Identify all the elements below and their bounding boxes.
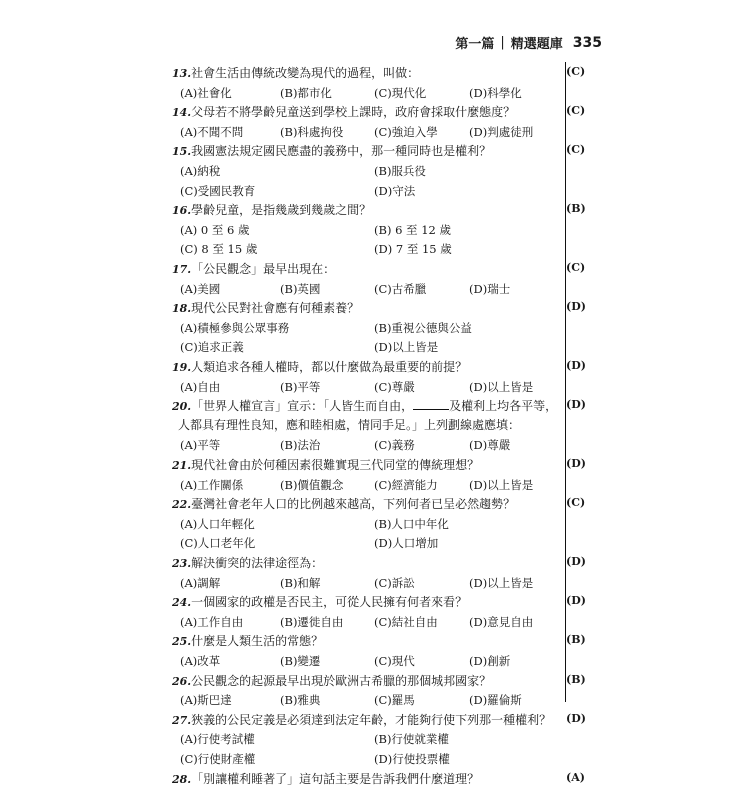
question-number: 22. <box>172 498 192 512</box>
answer-option: (A)改革 <box>180 654 221 668</box>
answer-option: (D)行使投票權 <box>374 752 450 766</box>
answer-option: (B)服兵役 <box>374 164 426 178</box>
answer-option: (D)科學化 <box>469 85 522 100</box>
question-stem: 什麼是人類生活的常態？ <box>191 634 324 649</box>
question-text <box>172 593 564 612</box>
answer-option: (A) 0 至 6 歲 <box>180 222 250 237</box>
answer-option: (B)平等 <box>280 379 321 394</box>
question-text <box>172 260 564 279</box>
question-stem: 現代社會由於何種因素很難實現三代同堂的傳統理想？ <box>191 458 480 472</box>
answer-option: (A)美國 <box>180 281 221 296</box>
answer-key: (C) <box>566 143 586 157</box>
question-number: 26. <box>172 674 192 688</box>
answer-option: (C)經濟能力 <box>374 477 438 492</box>
question-text <box>172 632 564 651</box>
answer-option: (A)工作自由 <box>180 614 244 629</box>
answer-option: (B)科處拘役 <box>280 124 344 139</box>
answer-option: (A)納稅 <box>180 164 221 178</box>
answer-option: (D)以上皆是 <box>374 340 439 355</box>
question-stem: 臺灣社會老年人口的比例越來越高，下列何者已呈必然趨勢？ <box>191 497 516 512</box>
question-number: 24. <box>172 596 192 610</box>
question-text <box>172 201 564 220</box>
answer-option: (C)義務 <box>374 438 415 453</box>
answer-option: (D)以上皆是 <box>469 477 534 492</box>
question-number: 27. <box>172 713 192 727</box>
answer-key: (D) <box>566 555 586 568</box>
header-separator: | <box>500 35 505 50</box>
answer-option: (C)現代化 <box>374 85 427 100</box>
question-stem: 一個國家的政權是否民主，可從人民擁有何者來看？ <box>191 595 468 610</box>
answer-option: (A)平等 <box>180 438 221 453</box>
question-stem: 解決衝突的法律途徑為： <box>191 556 324 570</box>
answer-option: (B)英國 <box>280 281 321 296</box>
question-stem: 「別讓權利睡著了」這句話主要是告訴我們什麼道理？ <box>191 771 480 786</box>
answer-option: (B)變遷 <box>280 654 321 668</box>
answer-option: (D)以上皆是 <box>469 379 534 394</box>
question-number: 23. <box>172 557 192 570</box>
answer-key: (D) <box>566 711 586 725</box>
answer-option: (A)積極參與公眾事務 <box>180 320 290 335</box>
answer-option: (D)守法 <box>374 183 416 198</box>
page-number: 335 <box>572 34 602 51</box>
answer-option: (A)工作關係 <box>180 477 244 492</box>
answer-key: (B) <box>566 633 586 647</box>
section-title: 精選題庫 <box>510 37 563 52</box>
answer-option: (D)意見自由 <box>469 614 534 629</box>
question-number: 14. <box>172 106 192 120</box>
answer-key: (C) <box>566 261 586 274</box>
question-text <box>172 711 564 730</box>
answer-option: (B)都市化 <box>280 85 332 100</box>
answer-option: (D)以上皆是 <box>469 575 534 590</box>
answer-option: (D)創新 <box>469 654 511 668</box>
question-text <box>172 397 564 435</box>
question-stem: 「公民觀念」最早出現在： <box>191 262 336 276</box>
question-number: 18. <box>172 302 192 316</box>
question-stem: 父母若不將學齡兒童送到學校上課時，政府會採取什麼態度？ <box>191 105 516 120</box>
answer-key: (D) <box>566 300 586 314</box>
question-text <box>172 64 564 83</box>
question-stem-part: 人都具有理性良知，應和睦相處，情同手足。」上列劃線處應填： <box>178 418 521 433</box>
answer-option: (C)人口老年化 <box>180 536 256 551</box>
answer-option: (B)法治 <box>280 438 321 453</box>
answer-option: (A)不聞不問 <box>180 124 244 139</box>
question-number: 21. <box>172 459 192 472</box>
question-text <box>172 672 564 691</box>
page-header <box>455 33 602 52</box>
question-stem: 我國憲法規定國民應盡的義務中，那一種同時也是權利？ <box>191 144 492 159</box>
question-number: 15. <box>172 145 192 159</box>
answer-key: (A) <box>566 770 585 784</box>
question-text <box>172 554 564 573</box>
answer-key: (D) <box>566 398 586 412</box>
answer-option: (B)遷徙自由 <box>280 614 344 629</box>
answer-option: (A)人口年輕化 <box>180 516 255 531</box>
answer-option: (B)重視公德與公益 <box>374 320 472 335</box>
question-text <box>172 103 564 122</box>
question-number: 17. <box>172 263 192 276</box>
answer-key: (D) <box>566 594 586 608</box>
answer-key: (C) <box>566 496 586 510</box>
question-number: 16. <box>172 204 192 218</box>
answer-option: (B)雅典 <box>280 693 321 708</box>
question-text <box>172 299 564 318</box>
answer-option: (A)行使考試權 <box>180 732 255 747</box>
answer-key: (D) <box>566 457 586 470</box>
answer-option: (D)尊嚴 <box>469 438 511 453</box>
part-label: 第一篇 <box>455 37 495 52</box>
answer-option: (C)羅馬 <box>374 693 415 708</box>
question-number: 25. <box>172 635 192 649</box>
answer-option: (C)受國民教育 <box>180 183 256 198</box>
answer-option: (C)古希臘 <box>374 281 427 296</box>
question-stem: 學齡兒童，是指幾歲到幾歲之間？ <box>191 203 372 218</box>
question-stem: 公民觀念的起源最早出現於歐洲古希臘的那個城邦國家？ <box>191 673 492 688</box>
answer-option: (C)行使財產權 <box>180 752 256 766</box>
question-text <box>172 358 564 377</box>
question-stem: 社會生活由傳統改變為現代的過程，叫做： <box>191 66 420 80</box>
answer-option: (A)斯巴達 <box>180 693 232 708</box>
answer-option: (C)強迫入學 <box>374 124 438 139</box>
answer-option: (C) 8 至 15 歲 <box>180 242 258 257</box>
answer-option: (D) 7 至 15 歲 <box>374 242 452 257</box>
answer-option: (A)自由 <box>180 379 221 394</box>
question-number: 28. <box>172 772 192 786</box>
question-stem: 現代公民對社會應有何種素養？ <box>191 301 360 316</box>
answer-option: (D)人口增加 <box>374 536 439 551</box>
question-text <box>172 142 564 161</box>
answer-option: (B)行使就業權 <box>374 732 449 747</box>
answer-key: (D) <box>566 359 586 372</box>
answer-option: (D)瑞士 <box>469 281 511 296</box>
answer-option: (A)調解 <box>180 575 221 590</box>
answer-key: (B) <box>566 672 586 686</box>
question-stem-part: 「世界人權宣言」宣示：「人皆生而自由， <box>191 399 414 414</box>
answer-option: (B)人口中年化 <box>374 516 449 531</box>
answer-option: (C)尊嚴 <box>374 379 415 394</box>
question-stem: 人類追求各種人權時，都以什麼做為最重要的前提？ <box>191 360 468 374</box>
question-number: 13. <box>172 67 192 80</box>
question-text <box>172 456 564 475</box>
answer-key: (C) <box>566 104 586 118</box>
answer-option: (B)和解 <box>280 575 321 590</box>
question-text <box>172 495 564 514</box>
question-text <box>172 770 564 789</box>
answer-option: (B)價值觀念 <box>280 477 344 492</box>
answer-option: (D)判處徒刑 <box>469 124 534 139</box>
answer-option: (A)社會化 <box>180 85 232 100</box>
question-number: 20. <box>172 400 192 414</box>
question-stem-part: 及權利上均各平等， <box>449 399 558 414</box>
question-stem: 狹義的公民定義是必須達到法定年齡，才能夠行使下列那一種權利？ <box>191 712 552 727</box>
question-number: 19. <box>172 361 192 374</box>
answer-key: (B) <box>566 202 586 216</box>
answer-key: (C) <box>566 65 586 78</box>
answer-option: (C)追求正義 <box>180 340 244 355</box>
answer-option: (D)羅倫斯 <box>469 693 522 708</box>
answer-option: (B) 6 至 12 歲 <box>374 222 451 237</box>
answer-option: (C)結社自由 <box>374 614 438 629</box>
fill-in-blank <box>413 398 449 410</box>
answer-option: (C)訴訟 <box>374 575 415 590</box>
answer-option: (C)現代 <box>374 654 415 668</box>
